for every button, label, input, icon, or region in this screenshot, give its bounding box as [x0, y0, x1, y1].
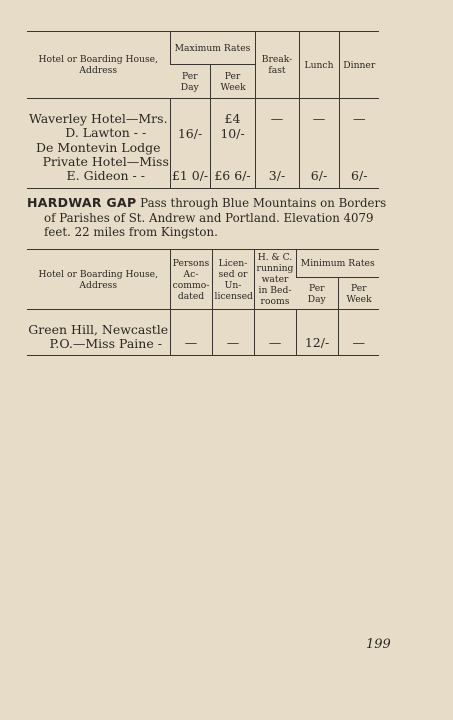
- section-name: HARDWAR GAP: [27, 195, 137, 210]
- hotel-name-line: De Montevin Lodge: [36, 140, 161, 155]
- section-description-line: Pass through Blue Mountains on Borders: [140, 196, 387, 210]
- section-description-line: of Parishes of St. Andrew and Portland. Elevation 4079: [44, 210, 374, 225]
- hotel-name-line: Private Hotel—Miss: [42, 153, 169, 169]
- hotel-name-line: D. Lawton - -: [65, 124, 147, 140]
- breakfast-column-header: Break-fast: [255, 32, 299, 99]
- lunch-value: 6/-: [299, 141, 339, 185]
- hotel-entry: [27, 141, 170, 185]
- minimum-rates-header: Minimum Rates: [296, 250, 379, 278]
- per-week-header: Per Week: [210, 65, 255, 99]
- page-number: 199: [366, 637, 391, 652]
- table-row: [27, 111, 379, 141]
- breakfast-value: —: [255, 111, 299, 141]
- maximum-rates-table: [27, 31, 379, 189]
- licensed-value: —: [212, 322, 254, 352]
- hotel-name-line: Green Hill, Newcastle: [28, 321, 169, 337]
- lunch-value: —: [299, 111, 339, 141]
- hot-cold-water-value: —: [254, 322, 296, 352]
- lunch-column-header: Lunch: [299, 32, 339, 99]
- hotel-entry: [27, 322, 170, 352]
- per-week-value: £4 10/-: [210, 111, 255, 141]
- breakfast-value: 3/-: [255, 141, 299, 185]
- maximum-rates-header: Maximum Rates: [170, 32, 255, 65]
- hotel-name-line: E. Gideon - -: [66, 167, 145, 183]
- licensed-column-header: Licen-sed or Un-licensed: [212, 250, 254, 310]
- hotel-column-header: Hotel or Boarding House, Address: [27, 250, 170, 310]
- section-description-line: feet. 22 miles from Kingston.: [44, 225, 218, 239]
- hotel-name-line: P.O.—Miss Paine -: [49, 335, 162, 351]
- per-week-value: £6 6/-: [210, 141, 255, 185]
- hotel-column-header: Hotel or Boarding House, Address: [27, 32, 170, 99]
- hotel-name-line: Waverley Hotel—Mrs.: [28, 110, 168, 126]
- persons-column-header: Persons Ac-commo-dated: [170, 250, 212, 310]
- dinner-column-header: Dinner: [339, 32, 379, 99]
- per-day-value: 12/-: [296, 322, 338, 352]
- dinner-value: —: [339, 111, 379, 141]
- per-day-value: 16/-: [170, 111, 210, 141]
- hot-cold-water-column-header: H. & C. running water in Bed-rooms: [254, 250, 296, 310]
- minimum-rates-table: [27, 249, 379, 356]
- per-week-header: Per Week: [338, 278, 379, 310]
- table-row: [27, 141, 379, 185]
- table-row: [27, 322, 379, 352]
- per-day-value: £1 0/-: [170, 141, 210, 185]
- hotel-entry: [27, 111, 170, 141]
- per-day-header: Per Day: [296, 278, 338, 310]
- persons-value: —: [170, 322, 212, 352]
- per-day-header: Per Day: [170, 65, 210, 99]
- section-heading: [27, 196, 387, 240]
- dinner-value: 6/-: [339, 141, 379, 185]
- per-week-value: —: [338, 322, 379, 352]
